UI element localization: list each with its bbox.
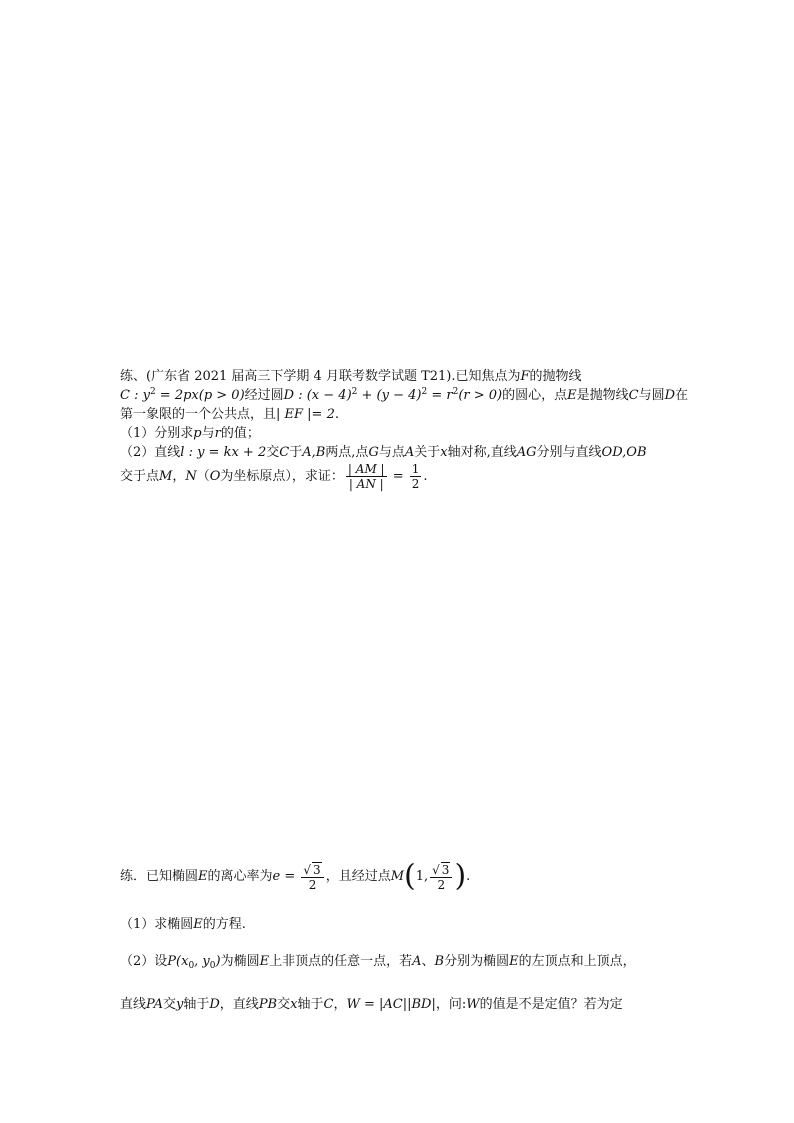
- parabola-eq: C : y: [120, 388, 150, 403]
- var-x: x: [440, 445, 448, 460]
- fraction-denominator: | AN |: [348, 477, 384, 491]
- text: 的方程.: [202, 917, 246, 932]
- var-C: C: [279, 445, 290, 460]
- sqrt3-over-2-b: [430, 862, 452, 892]
- text: 交于点: [120, 469, 160, 484]
- text: 交: [266, 445, 280, 460]
- problem-1: [120, 367, 700, 492]
- right-paren: ): [454, 858, 467, 894]
- text: 的值是不是定值？若为定: [479, 997, 623, 1012]
- ef-length: | EF |= 2: [276, 407, 335, 422]
- text: 关于: [414, 445, 441, 460]
- problem-2-line-4: [120, 995, 700, 1014]
- problem-1-line-1: [120, 367, 700, 386]
- var-y: y: [175, 997, 184, 1012]
- text: 分别与直线: [536, 445, 602, 460]
- text: 轴于: [183, 997, 210, 1012]
- var-C: C: [323, 997, 334, 1012]
- equals: =: [388, 469, 408, 484]
- problem-2: [120, 855, 700, 1014]
- var-A: A: [404, 445, 415, 460]
- exp: 2: [351, 387, 358, 397]
- exp: 2: [452, 387, 459, 397]
- text: 的离心率为: [207, 869, 273, 884]
- var-E: E: [567, 388, 577, 403]
- var-E: E: [259, 954, 270, 969]
- subscript: 0: [209, 961, 216, 971]
- var-N: N: [185, 469, 197, 484]
- circle-eq-4: (r > 0): [458, 388, 503, 403]
- text: 与圆: [638, 388, 665, 403]
- text: 的值；: [220, 426, 260, 441]
- left-paren: (: [404, 858, 416, 894]
- exp: 2: [421, 387, 428, 397]
- text: 为椭圆: [220, 954, 260, 969]
- var-B: B: [434, 954, 445, 969]
- text: 经过圆: [244, 388, 284, 403]
- text: .: [466, 869, 471, 884]
- var-W: W: [466, 997, 480, 1012]
- var-PB: PB: [258, 997, 278, 1012]
- var-OD-OB: OD,OB: [601, 445, 647, 460]
- half-fraction: [410, 462, 422, 491]
- problem-1-line-6: [120, 462, 700, 492]
- fraction-denominator: 2: [437, 877, 446, 892]
- text: 交: [162, 997, 176, 1012]
- point-x: 1,: [415, 869, 429, 884]
- radicand: 3: [441, 862, 450, 877]
- fraction-numerator: | AM |: [347, 462, 385, 476]
- text: （: [196, 469, 210, 484]
- fraction-numerator: √ 3: [301, 862, 323, 878]
- var-p: p: [193, 426, 202, 441]
- text: ，问:: [435, 997, 467, 1012]
- text: 练．已知椭圆: [120, 869, 199, 884]
- subscript: 0: [188, 961, 195, 971]
- fraction-numerator: √ 3: [430, 862, 452, 878]
- text: 的圆心，点: [502, 388, 568, 403]
- text: （1）求椭圆: [120, 917, 194, 932]
- circle-eq-2: + (y − 4): [357, 388, 422, 403]
- var-F: F: [520, 369, 530, 384]
- var-D: D: [209, 997, 220, 1012]
- sqrt3-over-2: [301, 862, 323, 892]
- point-P: P(x: [167, 954, 189, 969]
- text: ，且经过点: [325, 869, 391, 884]
- fraction-denominator: 2: [308, 877, 317, 892]
- text: 两点,点: [325, 445, 369, 460]
- point-P-close: ): [215, 954, 221, 969]
- problem-1-source: 练、(广东省 2021 届高三下学期 4 月联考数学试题 T21).已知焦点为: [120, 369, 521, 384]
- text: 轴于: [297, 997, 324, 1012]
- var-E: E: [193, 917, 203, 932]
- text: 的左顶点和上顶点，: [518, 954, 636, 969]
- var-O: O: [209, 469, 221, 484]
- fraction-denominator: 2: [411, 477, 420, 491]
- var-PA: PA: [146, 997, 163, 1012]
- problem-2-part-2: [120, 952, 700, 971]
- problem-1-line-2: [120, 386, 700, 405]
- var-AB: A,B: [302, 445, 326, 460]
- text: （2）直线: [120, 445, 181, 460]
- parabola-eq-rhs: = 2px(p > 0): [155, 388, 245, 403]
- var-AG: AG: [516, 445, 537, 460]
- var-D: D: [664, 388, 676, 403]
- problem-1-part-1: [120, 424, 700, 443]
- var-M: M: [390, 869, 405, 884]
- text: 直线: [120, 997, 147, 1012]
- text: .: [423, 469, 428, 484]
- text: 为坐标原点），求证：: [220, 469, 344, 484]
- text: （2）设: [120, 954, 168, 969]
- var-A: A: [412, 954, 422, 969]
- circle-eq: D : (x − 4): [283, 388, 352, 403]
- eccentricity: e =: [272, 869, 300, 884]
- fraction-numerator: 1: [411, 462, 420, 476]
- problem-2-line-1: [120, 855, 700, 899]
- text: 与点: [378, 445, 405, 460]
- var-C: C: [628, 388, 639, 403]
- text: 上非顶点的任意一点，若: [269, 954, 413, 969]
- text: 与: [201, 426, 215, 441]
- var-E: E: [198, 869, 208, 884]
- circle-eq-3: = r: [427, 388, 453, 403]
- text: 于: [289, 445, 303, 460]
- problem-1-line-3: [120, 405, 700, 424]
- text: 轴对称,直线: [447, 445, 517, 460]
- w-definition: W = |AC||BD|: [346, 997, 436, 1012]
- text: （1）分别求: [120, 426, 194, 441]
- text: 交: [277, 997, 291, 1012]
- problem-1-part-2: [120, 443, 700, 462]
- var-M: M: [159, 469, 173, 484]
- text: .: [334, 407, 339, 422]
- text: 的抛物线: [529, 369, 582, 384]
- text: 分别为椭圆: [444, 954, 510, 969]
- text: 第一象限的一个公共点，且: [120, 407, 277, 422]
- var-x: x: [290, 997, 298, 1012]
- var-G: G: [368, 445, 379, 460]
- text: 、: [421, 954, 435, 969]
- text: ，直线: [219, 997, 259, 1012]
- line-eq: l : y = kx + 2: [180, 445, 267, 460]
- radicand: 3: [313, 862, 321, 877]
- text: ，: [333, 997, 347, 1012]
- exp: 2: [149, 387, 156, 397]
- text: 是抛物线: [576, 388, 629, 403]
- point-P-y: , y: [194, 954, 210, 969]
- text: ，: [172, 469, 186, 484]
- var-r: r: [214, 426, 221, 441]
- ratio-fraction: [346, 462, 387, 491]
- var-E: E: [509, 954, 519, 969]
- text: 在: [675, 388, 689, 403]
- problem-2-part-1: [120, 915, 700, 934]
